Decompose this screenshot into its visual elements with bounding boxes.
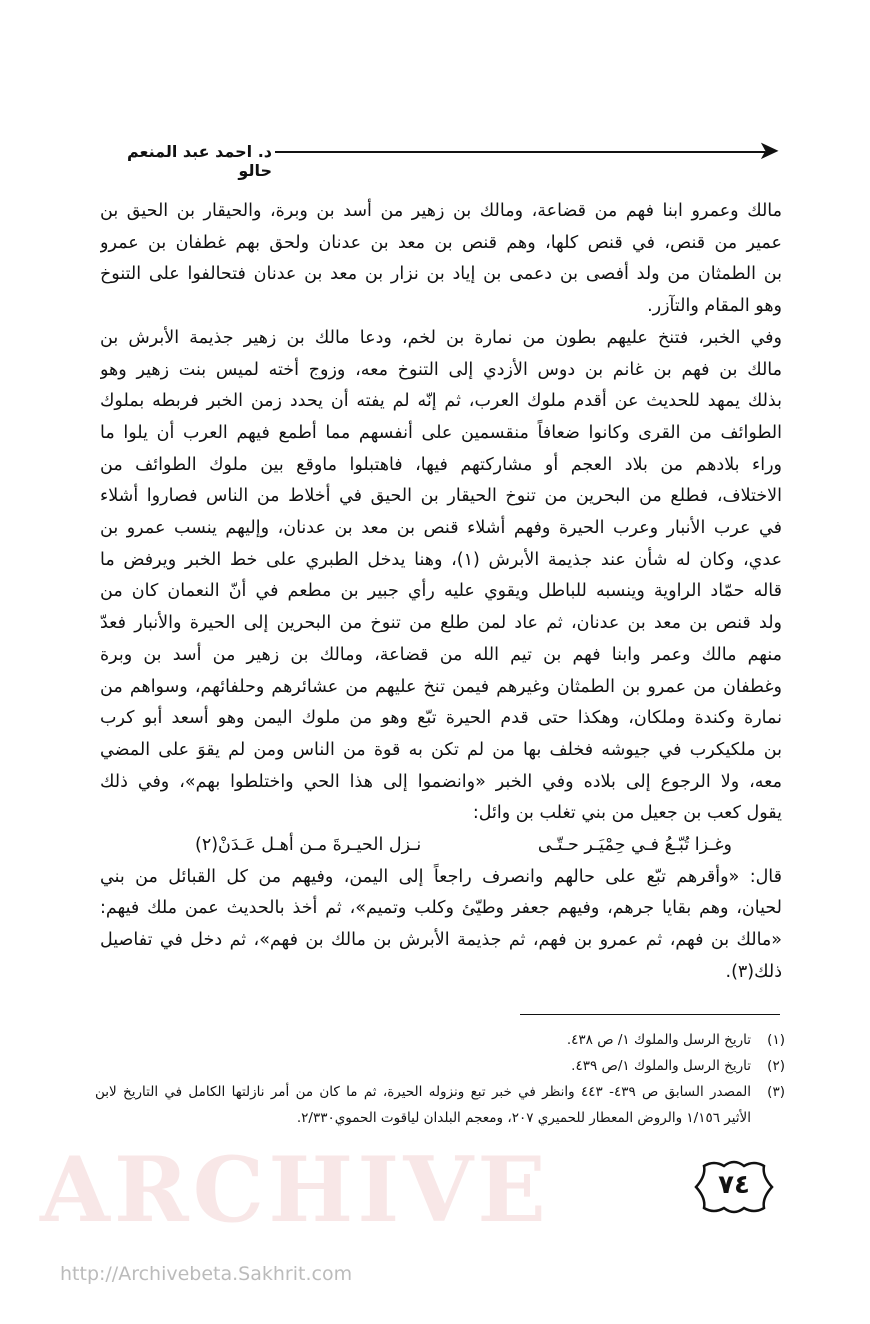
verse-hemistich-1: وغـزا تُبّـعُ فـي حِمْيَـر حـتّـى	[537, 835, 732, 856]
text-line: ذلك(٣).	[725, 961, 782, 982]
text-line: قاله حمّاد الراوية وينسبه للباطل ويقوي عليه رأي جبير بن مطعم في أنّ النعمان كان من	[100, 581, 782, 602]
footnote	[95, 1053, 785, 1079]
text-line: لحيان، وهم بقايا جرهم، وفيهم جعفر وطيّئ وكلب وتميم»، ثم أخذ بالحديث عمن ملك فيهم:	[100, 898, 782, 919]
text-line: وهو المقام والتآزر.	[647, 296, 782, 317]
text-line: عمير من قنص، في قنص كلها، وهم قنص بن معد بن عدنان ولحق بهم غطفان بن عمرو	[100, 232, 782, 253]
footnote-text: المصدر السابق ص ٤٣٩- ٤٤٣ وانظر في خبر تبع ونزوله الحيرة، ثم ما كان من أمر نازلتها الكامل في التاريخ لابن	[95, 1084, 751, 1100]
text-line: وغطفان من عمرو بن الطمثان وغيرهم فيمن تنخ عليهم من عشائرهم وحلفائهم، وسواهم من	[100, 676, 782, 697]
text-line: قال: «وأقرهم تبّع على حالهم وانصرف راجعاً إلى اليمن، وفيهم من كل القبائل من بني	[100, 866, 782, 887]
watermark-url: http://Archivebeta.Sakhrit.com	[60, 1263, 353, 1285]
footnote-number: (٢)	[767, 1058, 785, 1074]
text-line: بن ملكيكرب في جيوشه فخلف بها من لم تكن به قوة من الناس ومن لم يقوَ على المضي	[100, 739, 782, 760]
footnote-number: (٣)	[767, 1084, 785, 1100]
footnote-number: (١)	[767, 1032, 785, 1048]
page-number-text: ٧٤	[718, 1170, 750, 1200]
text-line: وراء بلادهم من بلاد العجم أو مشاركتهم فيها، فاهتبلوا ماوقع بين ملوك الطوائف من	[100, 454, 782, 475]
arrow-ornament-icon: ➤	[758, 136, 780, 166]
text-line: مالك بن فهم بن غانم بن دوس الأزدي إلى التنوخ معه، وزوج أخته لميس بنت زهير وهو	[100, 359, 782, 380]
footnote	[95, 1027, 785, 1053]
verse-hemistich-2: نـزل الحيـرةَ مـن أهـل عَـدَنْ(٢)	[195, 835, 422, 856]
text-line: بن الطمثان من ولد أفصى بن دعمى بن إياد بن نزار بن معد بن عدنان فتحالفوا على التنوخ	[100, 264, 782, 285]
header-rule	[275, 151, 765, 153]
watermark-logo: ARCHIVE	[40, 1137, 550, 1243]
footnote	[95, 1079, 785, 1105]
footnote-rule	[520, 1014, 780, 1015]
footnote-text-continued: الأثير ١/١٥٦ والروض المعطار للحميري ٢٠٧، ومعجم البلدان لياقوت الحموي٢/٣٣٠.	[296, 1110, 751, 1126]
text-line: الاختلاف، فطلع من البحرين من تنوخ الحيقار بن الحيق في أخلاط من الناس فصاروا أشلاء	[100, 486, 782, 507]
running-header-author: د. احمد عبد المنعم حالو	[126, 142, 272, 180]
text-line: معه، ولا الرجوع إلى بلاده وفي الخبر «وانضموا إلى هذا الحي واختلطوا بهم»، وفي ذلك	[100, 771, 782, 792]
text-line: ولد قنص بن معد بن عدنان، ثم عاد لمن طلع من تنوخ من البحرين إلى الحيرة والأنبار فعدّ	[100, 613, 782, 634]
text-line: يقول كعب بن جعيل من بني تغلب بن وائل:	[472, 803, 782, 824]
text-line: نمارة وكندة وملكان، وهكذا حتى قدم الحيرة تبّع وهو من ملوك اليمن وهو أسعد أبو كرب	[100, 708, 782, 729]
text-line: منهم مالك وعمر وابنا فهم بن تيم الله من قضاعة، ومالك بن زهير من أسد بن وبرة	[100, 644, 782, 665]
text-line: «مالك بن فهم، ثم عمرو بن فهم، ثم جذيمة الأبرش بن مالك بن فهم»، ثم دخل في تفاصيل	[100, 930, 782, 951]
text-line: الطوائف من القرى وكانوا ضعافاً منقسمين على أنفسهم مما أطمع فيهم العرب أن يلوا ما	[100, 422, 782, 443]
footnotes	[95, 1027, 785, 1131]
text-line: في عرب الأنبار وعرب الحيرة وفهم أشلاء قنص بن معد بن عدنان، وإليهم ينسب عمرو بن	[100, 518, 782, 539]
text-line: مالك وعمرو ابنا فهم من قضاعة، ومالك بن زهير من أسد بن وبرة، والحيقار بن الحيق بن	[100, 201, 782, 221]
page-number	[690, 1158, 778, 1216]
body-text	[100, 196, 782, 989]
footnote-text: تاريخ الرسل والملوك ١/ص ٤٣٩.	[571, 1058, 751, 1074]
text-line: بذلك يمهد للحديث عن أقدم ملوك العرب، ثم إنّه لم يفته أن يحدد زمن الخبر فربطه بملوك	[100, 391, 782, 412]
footnote-text: تاريخ الرسل والملوك ١/ ص ٤٣٨.	[566, 1032, 751, 1048]
poem-verse	[100, 830, 782, 862]
text-line: وفي الخبر، فتنخ عليهم بطون من نمارة بن لخم، ودعا مالك بن زهير جذيمة الأبرش بن	[100, 327, 782, 348]
text-line: عدي، وكان له شأن عند جذيمة الأبرش (١)، وهنا يدخل الطبري على خط الخبر ويرفض ما	[100, 549, 782, 570]
